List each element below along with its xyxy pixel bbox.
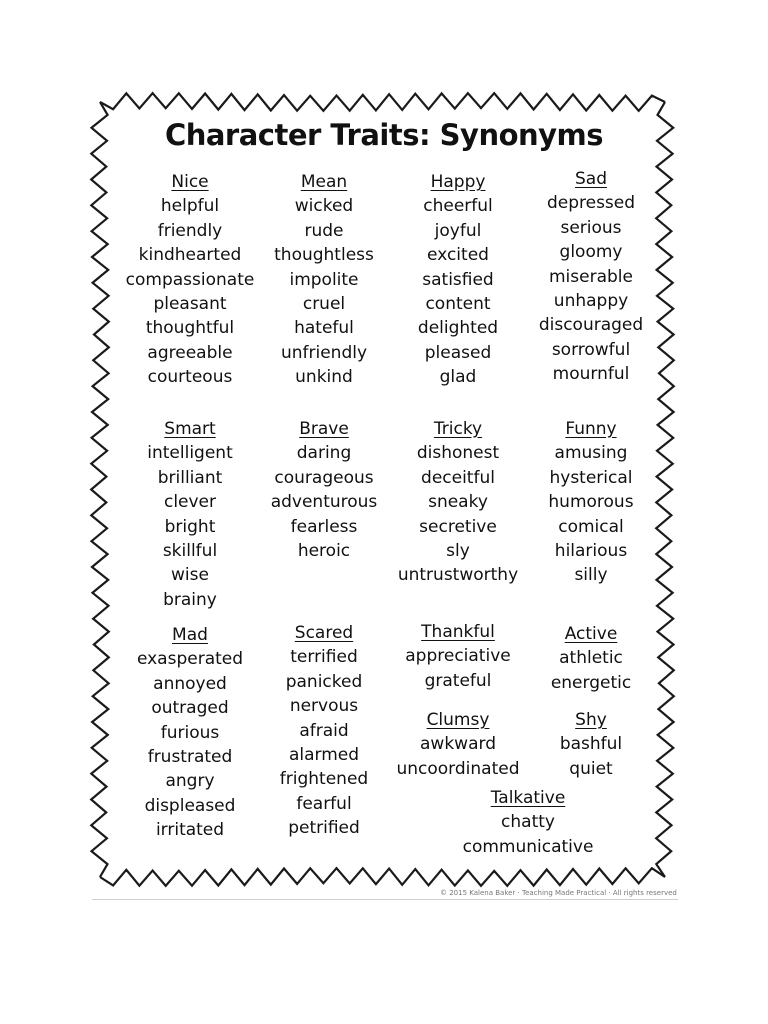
copyright-credit: © 2015 Kalena Baker · Teaching Made Practical · All rights reserved [440, 889, 677, 897]
synonym-word: unhappy [553, 291, 629, 312]
synonym-word: unkind [295, 367, 353, 388]
synonym-word: heroic [297, 541, 351, 562]
synonym-word: joyful [434, 220, 482, 241]
trait-heading: Funny [565, 419, 617, 439]
synonym-word: clever [163, 492, 217, 513]
synonym-word: bright [164, 516, 216, 537]
synonym-word: deceitful [421, 467, 495, 488]
synonym-word: fearful [296, 793, 352, 814]
synonym-word: outraged [151, 698, 229, 719]
synonym-word: secretive [419, 516, 497, 537]
synonym-word: discouraged [538, 315, 644, 336]
trait-group-funny [511, 417, 671, 588]
synonym-word: afraid [299, 720, 349, 741]
trait-heading: Smart [164, 419, 216, 439]
synonym-word: appreciative [405, 646, 511, 667]
synonym-word: athletic [559, 648, 623, 669]
synonym-word: chatty [501, 812, 555, 833]
synonym-word: brilliant [157, 467, 223, 488]
synonym-word: wise [171, 565, 209, 586]
synonym-word: depressed [546, 193, 636, 214]
synonym-word: hysterical [549, 467, 633, 488]
synonym-word: dishonest [416, 443, 500, 464]
synonym-word: satisfied [422, 269, 494, 290]
synonym-word: cruel [302, 294, 346, 315]
page-title: Character Traits: Synonyms [164, 118, 604, 152]
synonym-word: angry [165, 771, 215, 792]
synonym-word: petrified [288, 818, 360, 839]
synonym-word: humorous [548, 492, 634, 513]
synonym-word: compassionate [125, 269, 255, 290]
synonym-word: sneaky [428, 492, 488, 513]
synonym-word: courteous [147, 367, 233, 388]
synonym-word: frustrated [147, 747, 233, 768]
synonym-word: irritated [155, 820, 225, 841]
synonym-word: serious [560, 217, 622, 238]
synonym-word: displeased [144, 795, 236, 816]
synonym-word: uncoordinated [396, 758, 520, 779]
synonym-word: wicked [294, 196, 354, 217]
synonym-word: mournful [552, 364, 630, 385]
synonym-word: helpful [160, 196, 220, 217]
synonym-word: terrified [290, 647, 358, 668]
synonym-word: frightened [279, 769, 369, 790]
trait-heading: Mean [300, 172, 348, 192]
synonym-word: miserable [549, 266, 633, 287]
synonym-word: thoughtless [274, 245, 374, 266]
synonym-word: daring [296, 443, 352, 464]
synonym-word: cheerful [423, 196, 493, 217]
synonym-word: sorrowful [551, 339, 631, 360]
trait-group-active [511, 622, 671, 695]
border-top [100, 93, 665, 111]
border-bottom [100, 868, 665, 886]
synonym-word: silly [574, 565, 608, 586]
trait-heading: Shy [575, 710, 607, 730]
trait-heading: Mad [172, 625, 208, 645]
trait-group-talkative [448, 786, 608, 859]
synonym-word: alarmed [288, 745, 360, 766]
synonym-word: impolite [289, 269, 359, 290]
synonym-word: thoughtful [145, 318, 235, 339]
trait-heading: Happy [430, 172, 486, 192]
synonym-word: excited [427, 245, 489, 266]
synonym-word: delighted [417, 318, 499, 339]
trait-heading: Clumsy [426, 710, 490, 730]
trait-group-shy [511, 708, 671, 781]
synonym-word: hateful [294, 318, 354, 339]
synonym-word: annoyed [153, 673, 227, 694]
synonym-word: comical [558, 516, 624, 537]
synonym-word: pleased [424, 342, 492, 363]
trait-heading: Sad [575, 169, 607, 189]
trait-group-sad [511, 167, 671, 387]
synonym-word: kindhearted [138, 245, 242, 266]
synonym-word: brainy [163, 589, 217, 610]
synonym-word: energetic [550, 672, 632, 693]
synonym-word: exasperated [136, 649, 244, 670]
synonym-word: unfriendly [280, 342, 368, 363]
synonym-word: amusing [554, 443, 628, 464]
trait-heading: Nice [171, 172, 209, 192]
synonym-word: pleasant [153, 294, 227, 315]
synonym-word: gloomy [559, 242, 623, 263]
synonym-word: untrustworthy [397, 565, 519, 586]
synonym-word: agreeable [147, 342, 233, 363]
synonym-word: adventurous [270, 492, 378, 513]
trait-heading: Active [564, 624, 618, 644]
synonym-word: content [425, 294, 491, 315]
synonym-word: glad [439, 367, 477, 388]
trait-heading: Brave [299, 419, 349, 439]
synonym-word: intelligent [147, 443, 233, 464]
synonym-word: communicative [462, 836, 594, 857]
synonym-word: rude [304, 220, 344, 241]
trait-heading: Talkative [490, 788, 566, 808]
synonym-word: bashful [559, 734, 623, 755]
synonym-word: fearless [290, 516, 358, 537]
footer-divider [92, 899, 678, 900]
trait-heading: Scared [294, 623, 354, 643]
trait-heading: Tricky [433, 419, 483, 439]
synonym-word: grateful [424, 670, 492, 691]
synonym-word: courageous [274, 467, 374, 488]
synonym-word: furious [160, 722, 220, 743]
synonym-word: nervous [289, 696, 359, 717]
synonym-word: panicked [285, 671, 363, 692]
synonym-word: awkward [420, 734, 496, 755]
trait-heading: Thankful [421, 622, 495, 642]
border-left [91, 102, 109, 877]
synonym-word: hilarious [554, 541, 628, 562]
synonym-word: friendly [157, 220, 223, 241]
synonym-word: skillful [162, 541, 218, 562]
synonym-word: sly [446, 541, 470, 562]
synonym-word: quiet [569, 758, 613, 779]
